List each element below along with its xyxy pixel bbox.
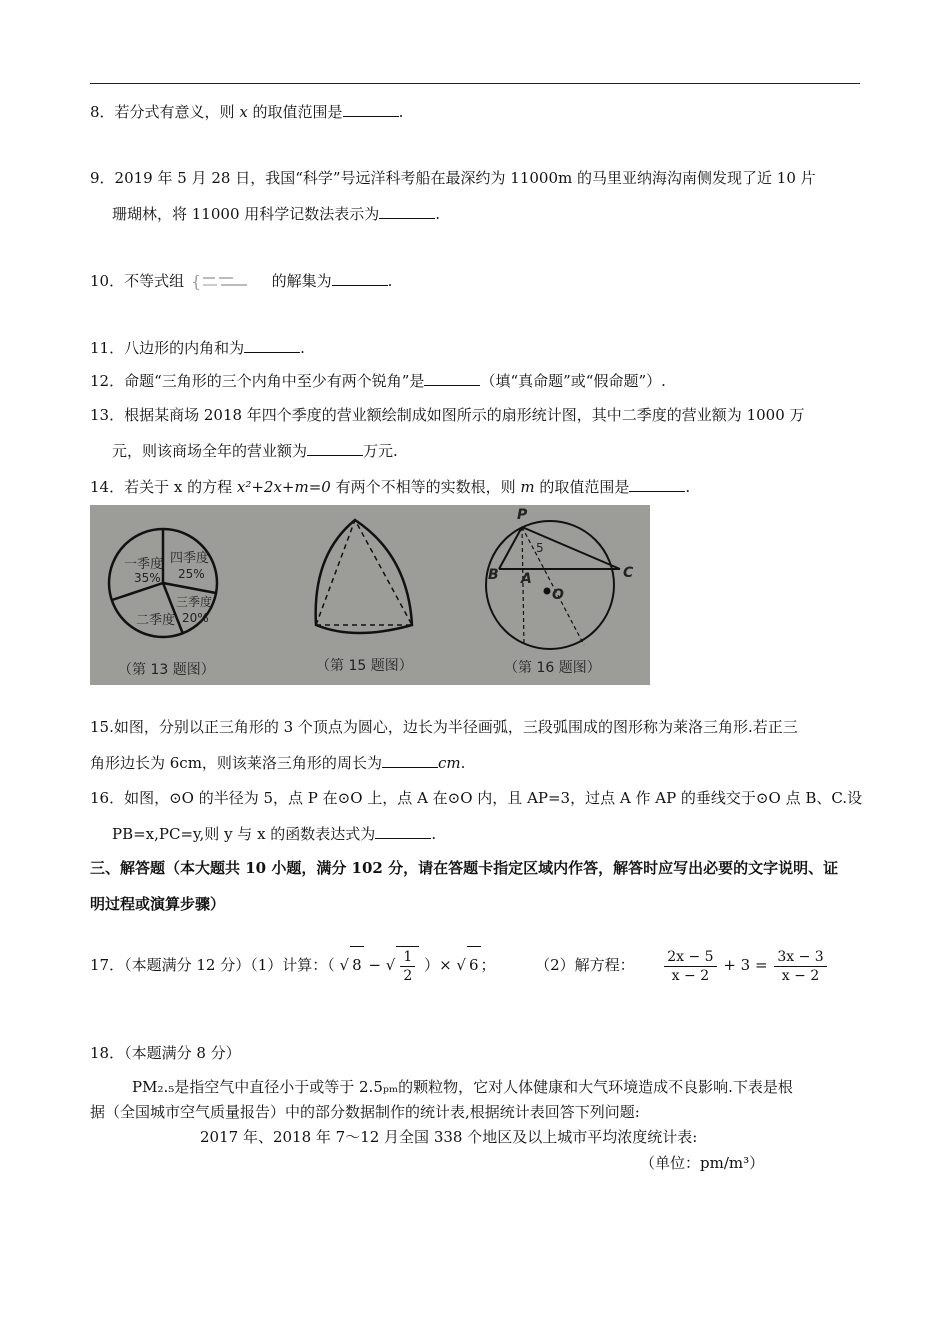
sqrt-8: √ 8 — [340, 956, 364, 974]
q13-suffix: 万元. — [363, 442, 398, 460]
svg-text:{: { — [190, 274, 202, 290]
fig16-caption: （第 16 题图） — [504, 660, 601, 676]
radius-label: 5 — [536, 541, 544, 555]
point-label-o: O — [552, 587, 564, 603]
q14-end: . — [685, 478, 691, 496]
sqrt-6: √ 6 — [456, 956, 480, 974]
question-12 — [90, 370, 666, 392]
fig13-caption: （第 13 题图） — [118, 662, 215, 678]
q14-mid: 有两个不相等的实数根，则 — [330, 478, 521, 496]
question-13-line2 — [112, 440, 398, 462]
eq-plus-three: + 3 = — [723, 956, 768, 974]
inequality-system-image — [189, 274, 267, 290]
q15-line2-text: 角形边长为 6cm，则该莱洛三角形的周长为 — [90, 754, 382, 772]
answer-blank — [379, 204, 435, 219]
q15-unit: cm — [437, 754, 461, 772]
q8-end: . — [398, 103, 404, 121]
fig15-caption: （第 15 题图） — [316, 658, 413, 674]
q11-text: 11．八边形的内角和为 — [90, 339, 245, 357]
question-17 — [90, 946, 829, 985]
sqrt-8-radicand: 8 — [350, 946, 364, 983]
section-3-heading-line2: 明过程或演算步骤） — [90, 895, 226, 913]
sqrt-6-radicand: 6 — [467, 946, 481, 983]
pie-label-q3: 三季度 — [176, 595, 213, 609]
inequality-brace-icon — [189, 274, 267, 290]
answer-blank — [424, 371, 480, 386]
q14-equation: x²+2x+m=0 — [236, 478, 331, 496]
eq-frac2-numerator: 3x − 3 — [774, 948, 826, 967]
q17-part1-end: ）× — [424, 956, 452, 974]
question-14 — [90, 476, 690, 498]
circle-geometry-figure — [486, 521, 620, 649]
q16-end: . — [431, 825, 437, 843]
point-label-c: C — [623, 565, 634, 581]
answer-blank — [629, 477, 685, 492]
question-10 — [90, 270, 392, 292]
q10-suffix: 的解集为 — [271, 272, 332, 290]
q17-prefix: 17．（本题满分 12 分）（1）计算：（ — [90, 956, 335, 974]
question-9-line1: 9．2019 年 5 月 28 日，我国“科学”号远洋科考船在最深约为 11000m 的马里亚纳海沟南侧发现了近 10 片 — [90, 169, 816, 187]
question-18-para1: PM₂.₅是指空气中直径小于或等于 2.5ₚₘ的颗粒物，它对人体健康和大气环境造成不良影响.下表是根 — [132, 1078, 793, 1096]
q17-semicolon: ； — [480, 956, 496, 974]
q16-line2-text: PB=x,PC=y,则 y 与 x 的函数表达式为 — [112, 825, 376, 843]
answer-blank — [375, 824, 431, 839]
question-11 — [90, 337, 305, 359]
half-denominator: 2 — [403, 967, 413, 984]
q17-part2-label: （2）解方程： — [535, 956, 635, 974]
q12-text: 12．命题“三角形的三个内角中至少有两个锐角”是 — [90, 372, 425, 390]
section-3-heading-line1: 三、解答题（本大题共 10 小题，满分 102 分，请在答题卡指定区域内作答，解答时应写出必要的文字说明、证 — [90, 859, 839, 877]
pie-label-q1: 一季度 — [124, 557, 164, 572]
answer-blank — [244, 338, 300, 353]
sqrt-half: √ $\frac{1}{2}$ — [386, 956, 419, 974]
q8-suffix: 的取值范围是 — [247, 103, 343, 121]
eq-frac2-denominator: x − 2 — [781, 967, 820, 984]
half-numerator: 1 — [400, 948, 415, 967]
point-label-p: P — [517, 507, 528, 523]
point-label-a: A — [521, 571, 532, 587]
answer-blank — [332, 271, 388, 286]
q9-line2-text: 珊瑚林，将 11000 用科学记数法表示为 — [112, 205, 380, 223]
q8-var: x — [239, 103, 248, 121]
question-8 — [90, 101, 403, 123]
pie-label-q4: 四季度 — [170, 551, 210, 566]
answer-blank — [343, 102, 399, 117]
question-9-line2 — [112, 203, 440, 225]
pie-value-q4: 25% — [178, 567, 205, 581]
q13-line2-text: 元，则该商场全年的营业额为 — [112, 442, 308, 460]
pie-value-q3: 20% — [182, 611, 209, 625]
question-15-line1: 15.如图，分别以正三角形的 3 个顶点为圆心，边长为半径画弧，三段弧围成的图形称为莱洛三角形.若正三 — [90, 718, 798, 736]
eq-frac1-denominator: x − 2 — [671, 967, 710, 984]
question-15-line2 — [90, 752, 465, 774]
table-title: 2017 年、2018 年 7～12 月全国 338 个地区及以上城市平均浓度统计表: — [200, 1128, 698, 1146]
question-16-line1: 16．如图，⊙O 的半径为 5，点 P 在⊙O 上，点 A 在⊙O 内，且 AP=3，过点 A 作 AP 的垂线交于⊙O 点 B、C.设 — [90, 789, 863, 807]
question-13-line1: 13．根据某商场 2018 年四个季度的营业额绘制成如图所示的扇形统计图，其中二季度的营业额为 1000 万 — [90, 406, 805, 424]
reuleaux-triangle-figure — [316, 520, 412, 633]
header-rule — [90, 83, 860, 84]
q10-prefix: 10．不等式组 — [90, 272, 185, 290]
question-18-para2: 据（全国城市空气质量报告）中的部分数据制作的统计表,根据统计表回答下列问题: — [90, 1103, 640, 1121]
answer-blank — [307, 441, 363, 456]
table-unit: （单位：pm/m³） — [640, 1154, 765, 1172]
q12-suffix: （填“真命题”或“假命题”）. — [480, 372, 666, 390]
q14-suffix: 的取值范围是 — [534, 478, 630, 496]
pie-value-q1: 35% — [134, 571, 161, 585]
question-18-title: 18．（本题满分 8 分） — [90, 1044, 241, 1062]
q11-end: . — [300, 339, 305, 357]
q14-prefix: 14．若关于 x 的方程 — [90, 478, 237, 496]
minus-sign: − — [368, 956, 382, 974]
point-label-b: B — [488, 567, 499, 583]
q15-end: . — [460, 754, 466, 772]
figures-photo — [90, 505, 650, 685]
question-16-line2 — [112, 823, 436, 845]
q9-end: . — [435, 205, 441, 223]
q10-end: . — [387, 272, 393, 290]
answer-blank — [382, 753, 438, 768]
q8-prefix: 8．若分式有意义，则 — [90, 103, 240, 121]
q14-var: m — [520, 478, 535, 496]
eq-frac1-numerator: 2x − 5 — [664, 948, 716, 967]
pie-label-q2: 二季度 — [136, 613, 176, 628]
